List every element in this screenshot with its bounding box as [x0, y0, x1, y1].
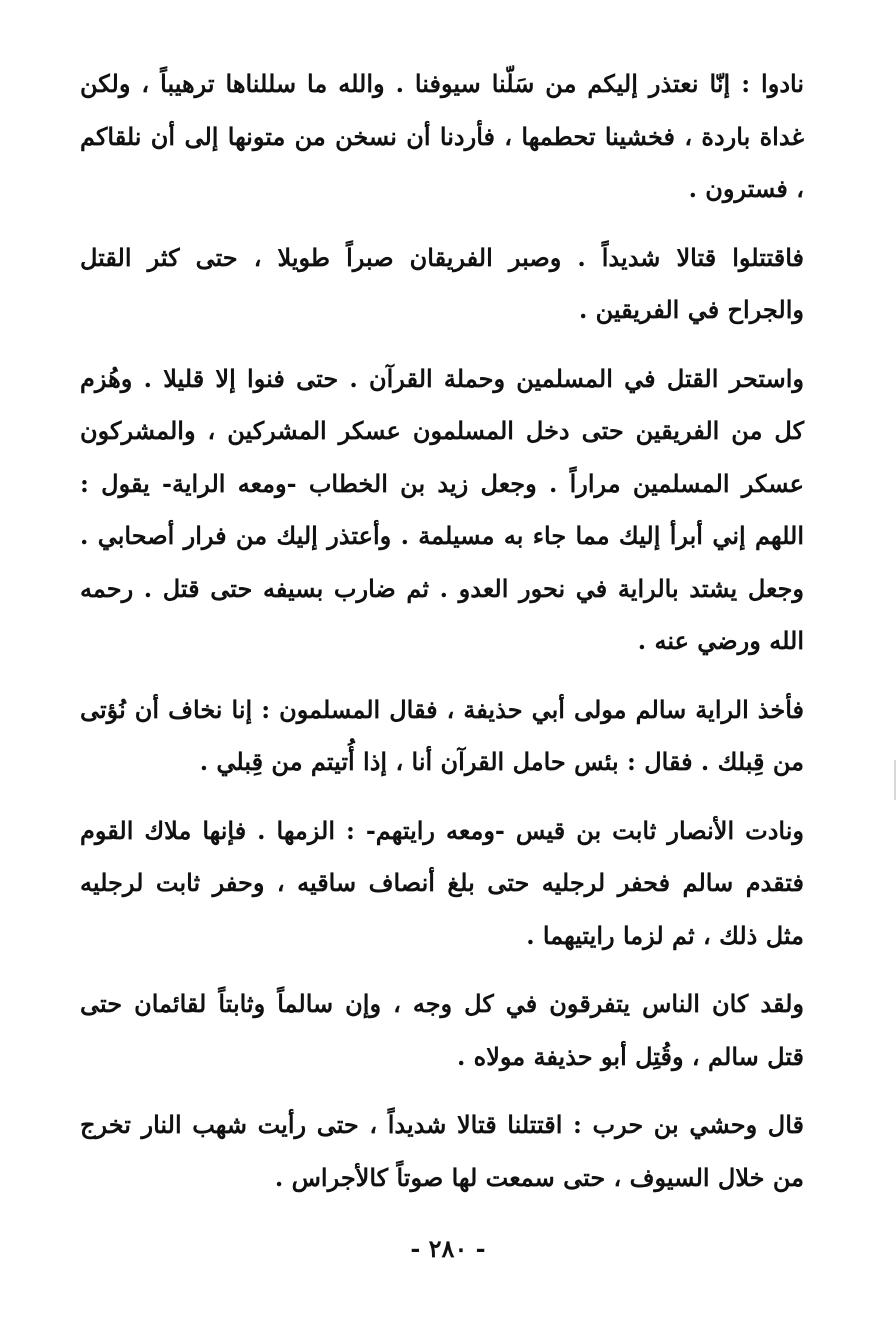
paragraph-2: فاقتتلوا قتالا شديداً . وصبر الفريقان صبراً طويلا ، حتى كثر القتل والجراح في الفريقين .	[80, 242, 804, 324]
text-body	[80, 58, 804, 1220]
paragraph-6: ولقد كان الناس يتفرقون في كل وجه ، وإن سالماً وثابتاً لقائمان حتى قتل سالم ، وقُتِل أبو حذيفة مولاه .	[80, 989, 804, 1071]
paragraph-1: نادوا : إنّا نعتذر إليكم من سَلّنا سيوفنا . والله ما سللناها ترهيباً ، ولكن غداة باردة ، فخشينا تحطمها ، فأردنا أن نسخن من متونها إلى أن نلقاكم ، فسترون .	[80, 69, 804, 203]
paragraph-4: فأخذ الراية سالم مولى أبي حذيفة ، فقال المسلمون : إنا نخاف أن نُؤتى من قِبلك . فقال : بئس حامل القرآن أنا ، إذا أُتيتم من قِبلي .	[80, 694, 804, 776]
paragraph-5: ونادت الأنصار ثابت بن قيس -ومعه رايتهم- : الزمها . فإنها ملاك القوم فتقدم سالم فحفر لرجليه حتى بلغ أنصاف ساقيه ، وحفر ثابت لرجليه مثل ذلك ، ثم لزما رايتيهما .	[80, 815, 804, 950]
paragraph-3: واستحر القتل في المسلمين وحملة القرآن . حتى فنوا إلا قليلا . وهُزم كل من الفريقين حتى دخل المسلمون عسكر المشركين ، والمشركون عسكر المسلمين مراراً . وجعل زيد بن الخطاب -ومعه الراية- يقول : اللهم إني أبرأ إليك مما جاء به مسيلمة . وأعتذر إليك من فرار أصحابي . وجعل يشتد بالراية في نحور العدو . ثم ضارب بسيفه حتى قتل . رحمه الله ورضي عنه .	[80, 363, 805, 655]
page-number: - ٢٨٠ -	[410, 1234, 486, 1263]
paragraph-7: قال وحشي بن حرب : اقتتلنا قتالا شديداً ، حتى رأيت شهب النار تخرج من خلال السيوف ، حتى سمعت لها صوتاً كالأجراس .	[80, 1110, 804, 1192]
